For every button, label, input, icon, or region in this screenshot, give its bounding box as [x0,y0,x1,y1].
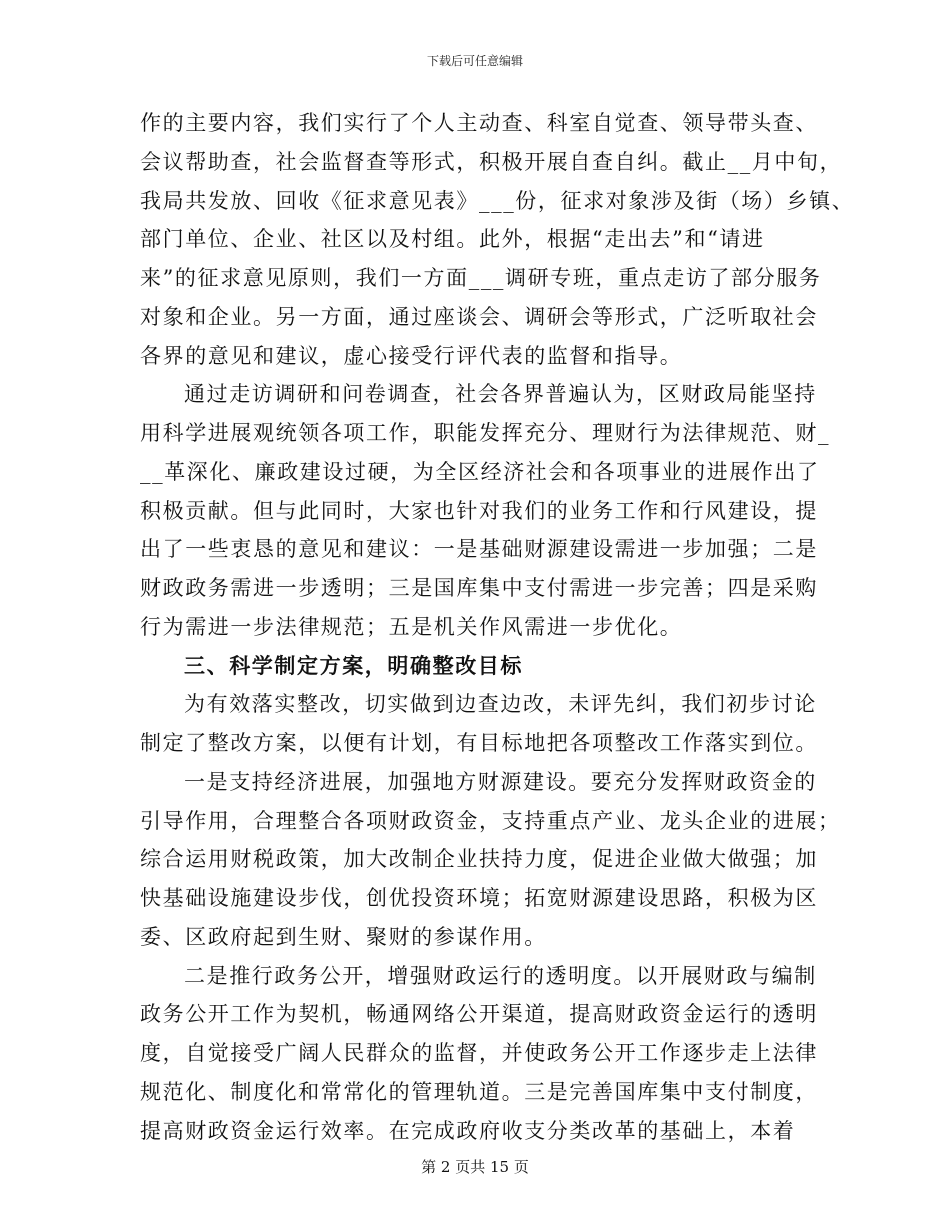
page-header: 下载后可任意编辑 [426,54,523,68]
text-line: __革深化、廉政建设过硬，为全区经济社会和各项事业的进展作出了 [140,459,820,484]
text-line: 委、区政府起到生财、聚财的参谋作用。 [140,924,547,949]
text-line: 作的主要内容，我们实行了个人主动查、科室自觉查、领导带头查、 [140,111,818,135]
text-line: 来”的征求意见原则，我们一方面___调研专班，重点走访了部分服务 [140,266,822,290]
text-line: 提高财政资金运行效率。在完成政府收支分类改革的基础上，本着 [140,1118,796,1143]
text-line: 快基础设施建设步伐，创优投资环境；拓宽财源建设思路，积极为区 [140,886,818,910]
text-line: 出了一些衷恳的意见和建议：一是基础财源建设需进一步加强；二是 [140,537,818,562]
text-line: 财政政务需进一步透明；三是国库集中支付需进一步完善；四是采购 [140,576,818,600]
text-line: 引导作用，合理整合各项财政资金，支持重点产业、龙头企业的进展； [140,808,841,833]
text-line: 一是支持经济进展，加强地方财源建设。要充分发挥财政资金的 [184,769,817,794]
text-line: 为有效落实整改，切实做到边查边改，未评先纠，我们初步讨论 [184,692,817,717]
text-line: 度，自觉接受广阔人民群众的监督，并使政务公开工作逐步走上法律 [140,1041,818,1065]
text-line: 行为需进一步法律规范；五是机关作风需进一步优化。 [140,614,683,639]
text-line: 用科学进展观统领各项工作，职能发挥充分、理财行为法律规范、财_ [140,421,831,445]
text-line: 综合运用财税政策，加大改制企业扶持力度，促进企业做大做强；加 [140,847,818,872]
text-line: 政务公开工作为契机，畅通网络公开渠道，提高财政资金运行的透明 [140,1002,818,1027]
text-line: 我局共发放、回收《征求意见表》___份，征求对象涉及街（场）乡镇、 [140,188,855,213]
text-line: 对象和企业。另一方面，通过座谈会、调研会等形式，广泛听取社会 [140,304,818,329]
text-line: 规范化、制度化和常常化的管理轨道。三是完善国库集中支付制度， [140,1079,818,1104]
section-heading: 三、科学制定方案，明确整改目标 [184,652,523,678]
document-body [140,104,855,1150]
text-line: 制定了整改方案，以便有计划，有目标地把各项整改工作落实到位。 [140,731,818,755]
text-line: 二是推行政务公开，增强财政运行的透明度。以开展财政与编制 [184,963,817,988]
text-line: 积极贡献。但与此同时，大家也针对我们的业务工作和行风建设，提 [140,498,818,523]
text-line: 会议帮助查，社会监督查等形式，积极开展自查自纠。截止__月中旬， [140,149,843,174]
page-footer: 第 2 页共 15 页 [421,1158,529,1176]
text-line: 通过走访调研和问卷调查，社会各界普遍认为，区财政局能坚持 [184,382,817,407]
text-line: 各界的意见和建议，虚心接受行评代表的监督和指导。 [140,343,683,368]
text-line: 部门单位、企业、社区以及村组。此外，根据“走出去”和“请进 [140,227,765,252]
